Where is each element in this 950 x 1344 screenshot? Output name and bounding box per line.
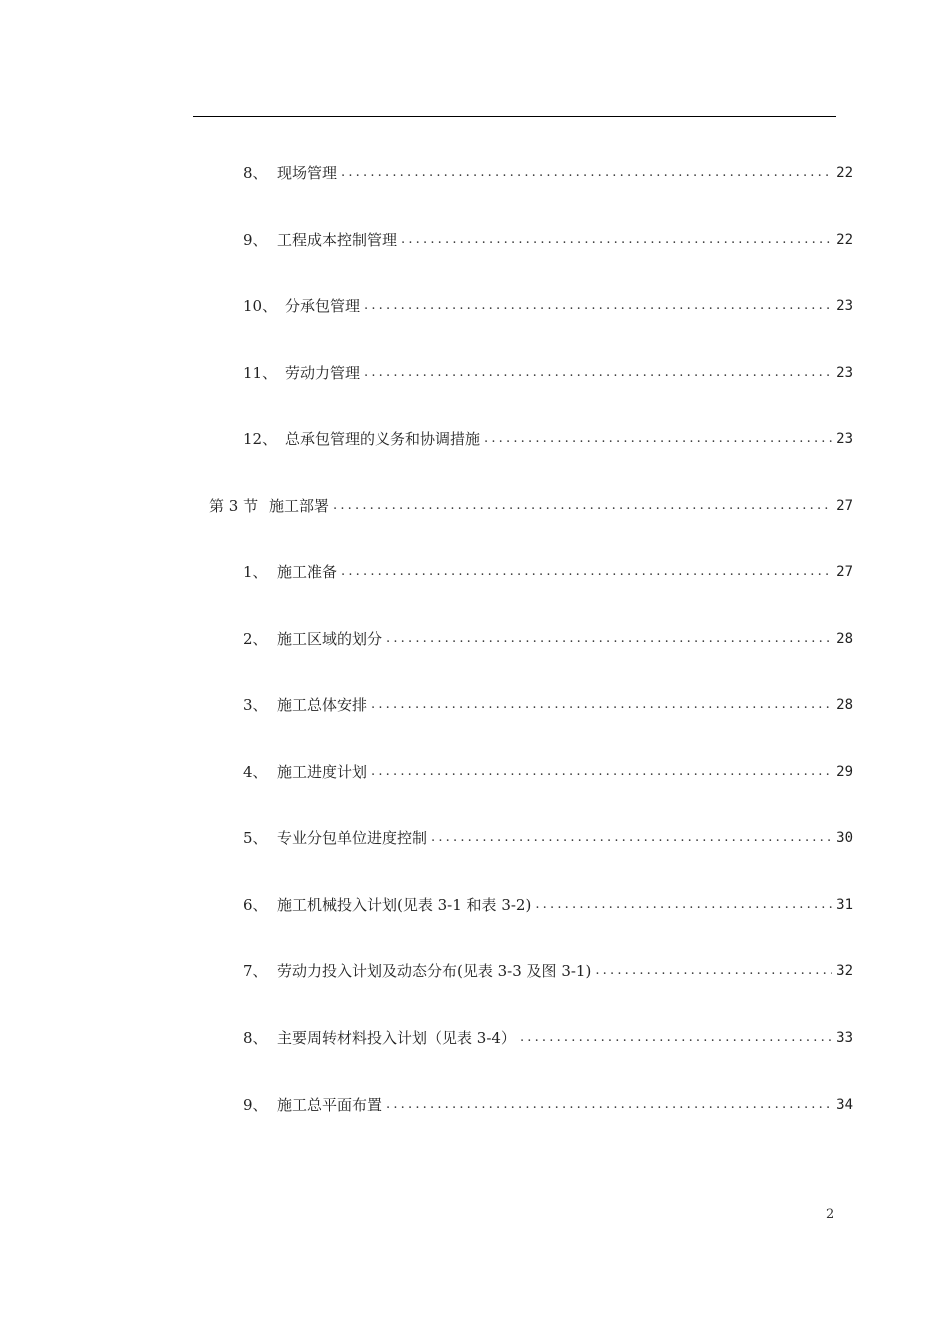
toc-entry-number: 11、: [243, 364, 278, 382]
toc-entry[interactable]: [243, 560, 853, 584]
toc-leader-dots: [364, 361, 832, 385]
toc-entry-title: 施工准备: [277, 563, 338, 581]
toc-entry-number: 12、: [243, 430, 278, 448]
toc-entry-number: 9、: [243, 1096, 268, 1114]
toc-entry-page: 29: [836, 764, 853, 780]
toc-entry-number: 4、: [243, 763, 268, 781]
toc-leader-dots: [333, 494, 832, 518]
toc-leader-dots: [520, 1026, 832, 1050]
toc-entry[interactable]: [243, 760, 853, 784]
toc-entry-title: 施工区域的划分: [277, 630, 383, 648]
toc-entry-title: 施工总体安排: [277, 696, 368, 714]
toc-section-page: 27: [836, 498, 853, 514]
toc-entry[interactable]: [243, 959, 853, 983]
toc-entry[interactable]: [243, 693, 853, 717]
toc-leader-dots: [371, 693, 832, 717]
toc-entry-number: 6、: [243, 896, 268, 914]
toc-entry[interactable]: [243, 1026, 853, 1050]
toc-leader-dots: [484, 427, 832, 451]
toc-entry[interactable]: [243, 294, 853, 318]
toc-section-number: 第 3 节: [209, 497, 259, 515]
toc-entry-page: 23: [836, 431, 853, 447]
toc-entry-number: 10、: [243, 297, 278, 315]
toc-entry-number: 9、: [243, 231, 268, 249]
toc-entry-title: 施工进度计划: [277, 763, 368, 781]
toc-leader-dots: [431, 826, 832, 850]
toc-entry-page: 33: [836, 1030, 853, 1046]
toc-leader-dots: [371, 760, 832, 784]
toc-leader-dots: [535, 893, 832, 917]
toc-entry-number: 2、: [243, 630, 268, 648]
toc-entry-number: 7、: [243, 962, 268, 980]
toc-entry-page: 23: [836, 365, 853, 381]
toc-entry-title: 主要周转材料投入计划（见表 3-4）: [277, 1029, 516, 1047]
toc-entry-page: 28: [836, 697, 853, 713]
toc-entry-title: 现场管理: [277, 164, 338, 182]
toc-entry-page: 28: [836, 631, 853, 647]
toc-entry[interactable]: [243, 627, 853, 651]
toc-entry-title: 劳动力投入计划及动态分布(见表 3-3 及图 3-1): [277, 962, 592, 980]
toc-entry-page: 31: [836, 897, 853, 913]
toc-section-title: 施工部署: [269, 497, 330, 515]
toc-leader-dots: [401, 228, 832, 252]
toc-entry-page: 34: [836, 1097, 853, 1113]
toc-leader-dots: [341, 161, 832, 185]
toc-entry-page: 23: [836, 298, 853, 314]
toc-entry-number: 1、: [243, 563, 268, 581]
toc-entry[interactable]: [243, 161, 853, 185]
toc-entry[interactable]: [243, 228, 853, 252]
toc-entry-number: 8、: [243, 164, 268, 182]
toc-entry-title: 工程成本控制管理: [277, 231, 398, 249]
toc-entry[interactable]: [243, 361, 853, 385]
toc-entry[interactable]: [243, 1093, 853, 1117]
toc-leader-dots: [341, 560, 832, 584]
toc-entry-title: 分承包管理: [285, 297, 361, 315]
toc-entry-number: 5、: [243, 829, 268, 847]
toc-leader-dots: [386, 1093, 832, 1117]
toc-entry[interactable]: [243, 427, 853, 451]
toc-entry[interactable]: [243, 893, 853, 917]
toc-entry-page: 22: [836, 232, 853, 248]
toc-entry-title: 总承包管理的义务和协调措施: [285, 430, 481, 448]
toc-leader-dots: [386, 627, 832, 651]
toc-entry-title: 施工总平面布置: [277, 1096, 383, 1114]
toc-leader-dots: [595, 959, 832, 983]
toc-entry-page: 30: [836, 830, 853, 846]
toc-entry[interactable]: [243, 826, 853, 850]
toc-section-entry[interactable]: [209, 494, 853, 518]
toc-entry-title: 施工机械投入计划(见表 3-1 和表 3-2): [277, 896, 532, 914]
page-number: 2: [826, 1207, 835, 1222]
toc-entry-title: 专业分包单位进度控制: [277, 829, 428, 847]
toc-entry-page: 22: [836, 165, 853, 181]
toc-entry-number: 8、: [243, 1029, 268, 1047]
toc-leader-dots: [364, 294, 832, 318]
toc-entry-title: 劳动力管理: [285, 364, 361, 382]
toc-entry-number: 3、: [243, 696, 268, 714]
toc-entry-page: 27: [836, 564, 853, 580]
toc-entry-page: 32: [836, 963, 853, 979]
